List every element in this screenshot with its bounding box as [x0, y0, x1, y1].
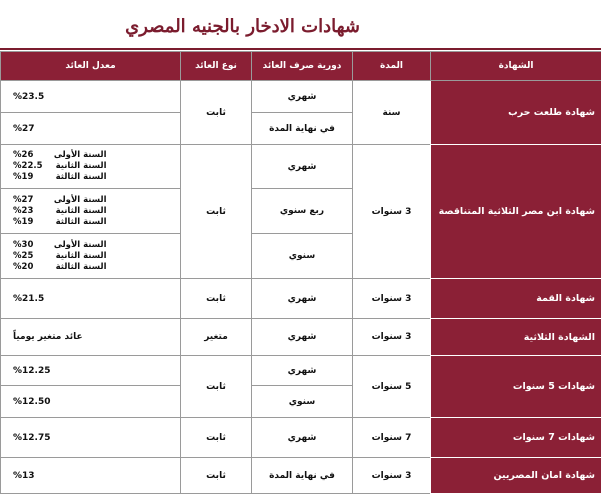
- title-divider: [0, 48, 601, 50]
- table-row: [1, 458, 601, 494]
- duration-seven-years: 7 سنوات: [353, 418, 431, 458]
- year-rate-line: السنة الأولى26%: [13, 150, 107, 160]
- table-header-row: [1, 52, 601, 81]
- return-type-five-years: ثابت: [181, 356, 252, 418]
- rate-talaat-2: %27: [1, 113, 181, 145]
- duration-thulathiya: 3 سنوات: [353, 319, 431, 356]
- rate-qimma: %21.5: [1, 279, 181, 319]
- duration-talaat: سنة: [353, 81, 431, 145]
- rate-ibn-masr-2: [1, 189, 181, 234]
- return-type-qimma: ثابت: [181, 279, 252, 319]
- year-rate-line: السنة الثانية23%: [13, 205, 107, 216]
- payout-thulathiya: شهري: [252, 319, 353, 356]
- cert-name-aman: شهادة امان المصريين: [431, 458, 601, 494]
- header-return-type: نوع العائد: [181, 52, 252, 81]
- cert-name-ibn-masr: شهادة ابن مصر الثلاثية المتناقصة: [431, 145, 601, 279]
- table-row: [1, 81, 601, 113]
- certificates-table: [0, 51, 601, 494]
- payout-ibn-masr-3: سنوي: [252, 234, 353, 279]
- rate-ibn-masr-3: [1, 234, 181, 279]
- rate-seven-years: %12.75: [1, 418, 181, 458]
- return-type-ibn-masr: ثابت: [181, 145, 252, 279]
- payout-ibn-masr-2: ربع سنوي: [252, 189, 353, 234]
- cert-name-thulathiya: الشهادة الثلاثية: [431, 319, 601, 356]
- duration-five-years: 5 سنوات: [353, 356, 431, 418]
- year-rate-line: السنة الثالثة19%: [13, 172, 107, 182]
- cert-name-five-years: شهادات 5 سنوات: [431, 356, 601, 418]
- header-certificate: الشهادة: [431, 52, 601, 81]
- header-duration: المدة: [353, 52, 431, 81]
- payout-qimma: شهري: [252, 279, 353, 319]
- table-row: [1, 418, 601, 458]
- table-row: [1, 279, 601, 319]
- return-type-thulathiya: متغير: [181, 319, 252, 356]
- rate-five-years-2: %12.50: [1, 386, 181, 418]
- table-row: [1, 356, 601, 386]
- cert-name-talaat: شهادة طلعت حرب: [431, 81, 601, 145]
- rate-five-years-1: %12.25: [1, 356, 181, 386]
- payout-seven-years: شهري: [252, 418, 353, 458]
- payout-aman: في نهاية المدة: [252, 458, 353, 494]
- table-row: [1, 319, 601, 356]
- page-title: شهادات الادخار بالجنيه المصري: [125, 16, 360, 37]
- duration-aman: 3 سنوات: [353, 458, 431, 494]
- return-type-talaat: ثابت: [181, 81, 252, 145]
- cert-name-seven-years: شهادات 7 سنوات: [431, 418, 601, 458]
- year-rate-line: السنة الثانية25%: [13, 250, 107, 261]
- rate-ibn-masr-1: [1, 145, 181, 189]
- year-rate-line: السنة الأولى30%: [13, 239, 107, 250]
- rate-talaat-1: %23.5: [1, 81, 181, 113]
- cert-name-qimma: شهادة القمة: [431, 279, 601, 319]
- payout-five-years-2: سنوي: [252, 386, 353, 418]
- duration-ibn-masr: 3 سنوات: [353, 145, 431, 279]
- year-rate-line: السنة الأولى27%: [13, 194, 107, 205]
- year-rate-line: السنة الثالثة19%: [13, 216, 107, 227]
- year-rate-line: السنة الثالثة20%: [13, 261, 107, 272]
- table-row: [1, 145, 601, 189]
- rate-aman: %13: [1, 458, 181, 494]
- header-rate: معدل العائد: [1, 52, 181, 81]
- return-type-aman: ثابت: [181, 458, 252, 494]
- payout-five-years-1: شهري: [252, 356, 353, 386]
- payout-ibn-masr-1: شهري: [252, 145, 353, 189]
- year-rate-line: السنة الثانية22.5%: [13, 161, 107, 171]
- return-type-seven-years: ثابت: [181, 418, 252, 458]
- rate-thulathiya: عائد متغير يومياً: [1, 319, 181, 356]
- duration-qimma: 3 سنوات: [353, 279, 431, 319]
- payout-talaat-2: في نهاية المدة: [252, 113, 353, 145]
- payout-talaat-1: شهري: [252, 81, 353, 113]
- header-payout: دورية صرف العائد: [252, 52, 353, 81]
